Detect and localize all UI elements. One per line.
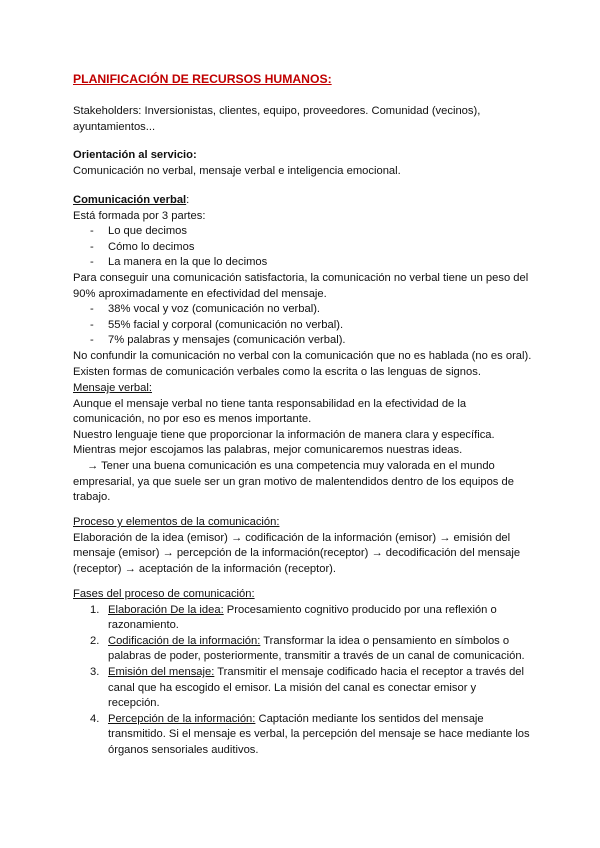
list-number: 4.	[90, 712, 100, 725]
fase-text: Procesamiento cognitivo producido por una reflexión o	[223, 603, 497, 616]
fase-item	[73, 712, 538, 759]
fases-heading: Fases del proceso de comunicación:	[73, 588, 255, 600]
fase-term: Elaboración De la idea:	[108, 603, 224, 616]
fase-item	[73, 634, 538, 665]
fase-text: órganos sensoriales auditivos.	[108, 743, 259, 756]
list-item: - 38% vocal y voz (comunicación no verbal).	[73, 302, 538, 318]
comunicacion-verbal-section	[73, 193, 538, 380]
paragraph-line: empresarial, ya que suele ser un gran motivo de malentendidos dentro de los equipos de	[73, 475, 514, 488]
list-number: 1.	[90, 603, 100, 616]
proceso-heading: Proceso y elementos de la comunicación:	[73, 516, 280, 528]
orientacion-text: Comunicación no verbal, mensaje verbal e inteligencia emocional.	[73, 164, 401, 177]
fase-text: Transformar la idea o pensamiento en símbolos o	[260, 634, 510, 647]
list-item: - Lo que decimos	[73, 224, 538, 240]
fase-text: Captación mediante los sentidos del mensaje	[255, 712, 484, 725]
list-item: - 55% facial y corporal (comunicación no verbal).	[73, 318, 538, 334]
fase-text: palabras de poder, posteriormente, transmitir a través de un canal de comunicación.	[108, 650, 525, 663]
fase-text: canal que ha escogido el emisor. La misión del canal es conectar emisor y	[108, 681, 477, 694]
fase-text: transmitido. Si el mensaje es verbal, la percepción del mensaje se hace mediante los	[108, 728, 530, 741]
stakeholders-paragraph	[73, 104, 538, 135]
fase-item	[73, 665, 538, 712]
orientacion-section	[73, 148, 538, 179]
fase-term: Emisión del mensaje:	[108, 665, 215, 678]
heading-colon: :	[186, 194, 190, 206]
fase-text: razonamiento.	[108, 619, 179, 632]
fases-section	[73, 587, 538, 759]
fase-text: recepción.	[108, 697, 160, 710]
proceso-section	[73, 515, 538, 577]
comunicacion-verbal-heading: Comunicación verbal	[73, 194, 187, 206]
fase-item	[73, 603, 538, 634]
paragraph-line: Para conseguir una comunicación satisfactoria, la comunicación no verbal tiene un peso del	[73, 271, 529, 284]
mensaje-verbal-section	[73, 381, 538, 506]
note-line: No confundir la comunicación no verbal con la comunicación que no es hablada (no es oral).	[73, 349, 532, 362]
document-title	[73, 72, 538, 88]
list-item: - Cómo lo decimos	[73, 240, 538, 256]
paragraph-line: 90% aproximadamente en efectividad del mensaje.	[73, 287, 327, 300]
paragraph-line: Elaboración de la idea (emisor) → codificación de la información (emisor) → emisión del	[73, 531, 511, 544]
paragraph-line: Aunque el mensaje verbal no tiene tanta responsabilidad en la efectividad de la	[73, 397, 467, 410]
fase-term: Percepción de la información:	[108, 712, 256, 725]
paragraph-line: trabajo.	[73, 491, 111, 504]
stakeholders-line: ayuntamientos...	[73, 120, 156, 133]
paragraph-line: mensaje (emisor) → percepción de la información(receptor) → decodificación del mensaje	[73, 547, 521, 560]
mensaje-verbal-heading: Mensaje verbal:	[73, 382, 152, 394]
fase-text: Transmitir el mensaje codificado hacia el receptor a través del	[214, 665, 525, 678]
paragraph-line: (receptor) → aceptación de la información (receptor).	[73, 562, 337, 575]
arrow-line: → Tener una buena comunicación es una competencia muy valorada en el mundo	[87, 459, 495, 472]
paragraph-line: Mientras mejor escojamos las palabras, mejor comunicaremos nuestras ideas.	[73, 444, 463, 457]
list-item: - 7% palabras y mensajes (comunicación verbal).	[73, 333, 538, 349]
list-number: 2.	[90, 634, 100, 647]
title-text: PLANIFICACIÓN DE RECURSOS HUMANOS:	[73, 72, 332, 86]
list-number: 3.	[90, 665, 100, 678]
note-line: Existen formas de comunicación verbales como la escrita o las lenguas de signos.	[73, 365, 481, 378]
list-item: - La manera en la que lo decimos	[73, 255, 538, 271]
stakeholders-line: Stakeholders: Inversionistas, clientes, equipo, proveedores. Comunidad (vecinos),	[73, 105, 481, 117]
orientacion-heading: Orientación al servicio:	[73, 149, 197, 161]
intro-text: Está formada por 3 partes:	[73, 209, 206, 222]
fase-term: Codificación de la información:	[108, 634, 261, 647]
paragraph-line: comunicación, no por eso es menos importante.	[73, 413, 312, 426]
paragraph-line: Nuestro lenguaje tiene que proporcionar la información de manera clara y específica.	[73, 428, 495, 441]
